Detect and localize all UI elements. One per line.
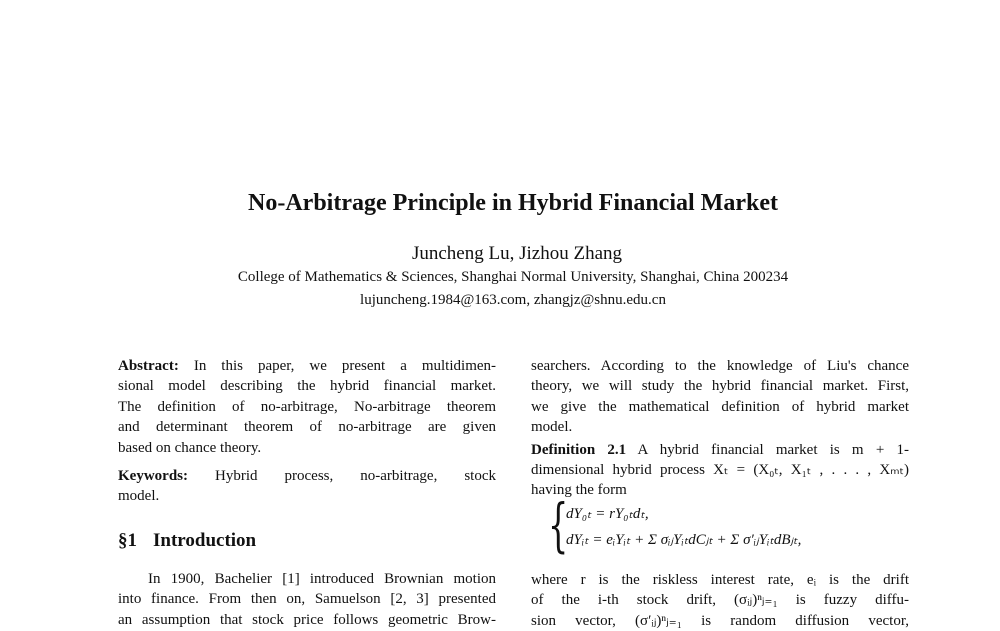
abstract-line: based on chance theory. xyxy=(118,439,262,456)
paper-emails: lujuncheng.1984@163.com, zhangjz@shnu.edu.cn xyxy=(360,292,666,308)
section-number: §1 xyxy=(118,530,137,551)
keywords xyxy=(118,466,496,507)
intro-line: In 1900, Bachelier [1] introduced Brownian motion xyxy=(148,571,496,587)
definition xyxy=(531,440,909,460)
abstract-line: and determinant theorem of no-arbitrage are given xyxy=(118,419,496,436)
equation-1: dY₀ₜ = rY₀ₜdₜ, xyxy=(566,506,649,522)
introduction-text xyxy=(118,569,496,630)
keywords-line: Hybrid process, no-arbitrage, stock xyxy=(215,468,496,485)
right-column-continued xyxy=(531,570,909,631)
body-line: where r is the riskless interest rate, eᵢ is the drift xyxy=(531,572,909,588)
left-brace: { xyxy=(548,491,569,559)
intro-line: an assumption that stock price follows geometric Brow- xyxy=(118,611,496,628)
definition-line: having the form xyxy=(531,482,627,499)
keywords-label: Keywords: xyxy=(118,468,188,485)
left-column xyxy=(118,356,496,507)
body-line: we give the mathematical definition of hybrid market xyxy=(531,398,909,415)
abstract-line: The definition of no-arbitrage, No-arbitrage theorem xyxy=(118,398,496,415)
paper-authors: Juncheng Lu, Jizhou Zhang xyxy=(411,243,622,264)
body-line: sion vector, (σ′ᵢⱼ)ⁿⱼ₌₁ is random diffusion vector, xyxy=(531,612,909,629)
paper-affiliation: College of Mathematics & Sciences, Shanghai Normal University, Shanghai, China 200234 xyxy=(237,269,789,285)
abstract xyxy=(118,356,496,458)
body-line: model. xyxy=(531,419,573,436)
equation-system xyxy=(548,491,908,564)
intro-line: into finance. From then on, Samuelson [2, 3] presented xyxy=(118,591,496,608)
section-title: Introduction xyxy=(153,530,257,551)
abstract-line: sional model describing the hybrid financial market. xyxy=(118,378,496,395)
body-line: searchers. According to the knowledge of Liu's chance xyxy=(531,358,909,374)
definition-line: dimensional hybrid process Xₜ = (X₀ₜ, X₁ₜ , . . . , Xₘₜ) xyxy=(531,462,909,479)
body-line: theory, we will study the hybrid financial market. First, xyxy=(531,378,909,395)
abstract-line: In this paper, we present a multidimen- xyxy=(193,358,497,374)
body-line: of the i-th stock drift, (σᵢⱼ)ⁿⱼ₌₁ is fuzzy diffu- xyxy=(531,592,909,609)
section-heading xyxy=(118,530,256,552)
paper-title: No-Arbitrage Principle in Hybrid Financial Market xyxy=(248,190,778,216)
right-column xyxy=(531,356,909,501)
definition-label: Definition 2.1 xyxy=(531,441,627,458)
definition-line: A hybrid financial market is m + 1- xyxy=(637,441,909,458)
equation-2: dYᵢₜ = eᵢYᵢₜ + Σ σᵢⱼYᵢₜdCⱼₜ + Σ σ′ᵢⱼYᵢₜdBⱼₜ, xyxy=(566,532,802,548)
abstract-label: Abstract: xyxy=(118,358,179,374)
keywords-line: model. xyxy=(118,488,160,505)
